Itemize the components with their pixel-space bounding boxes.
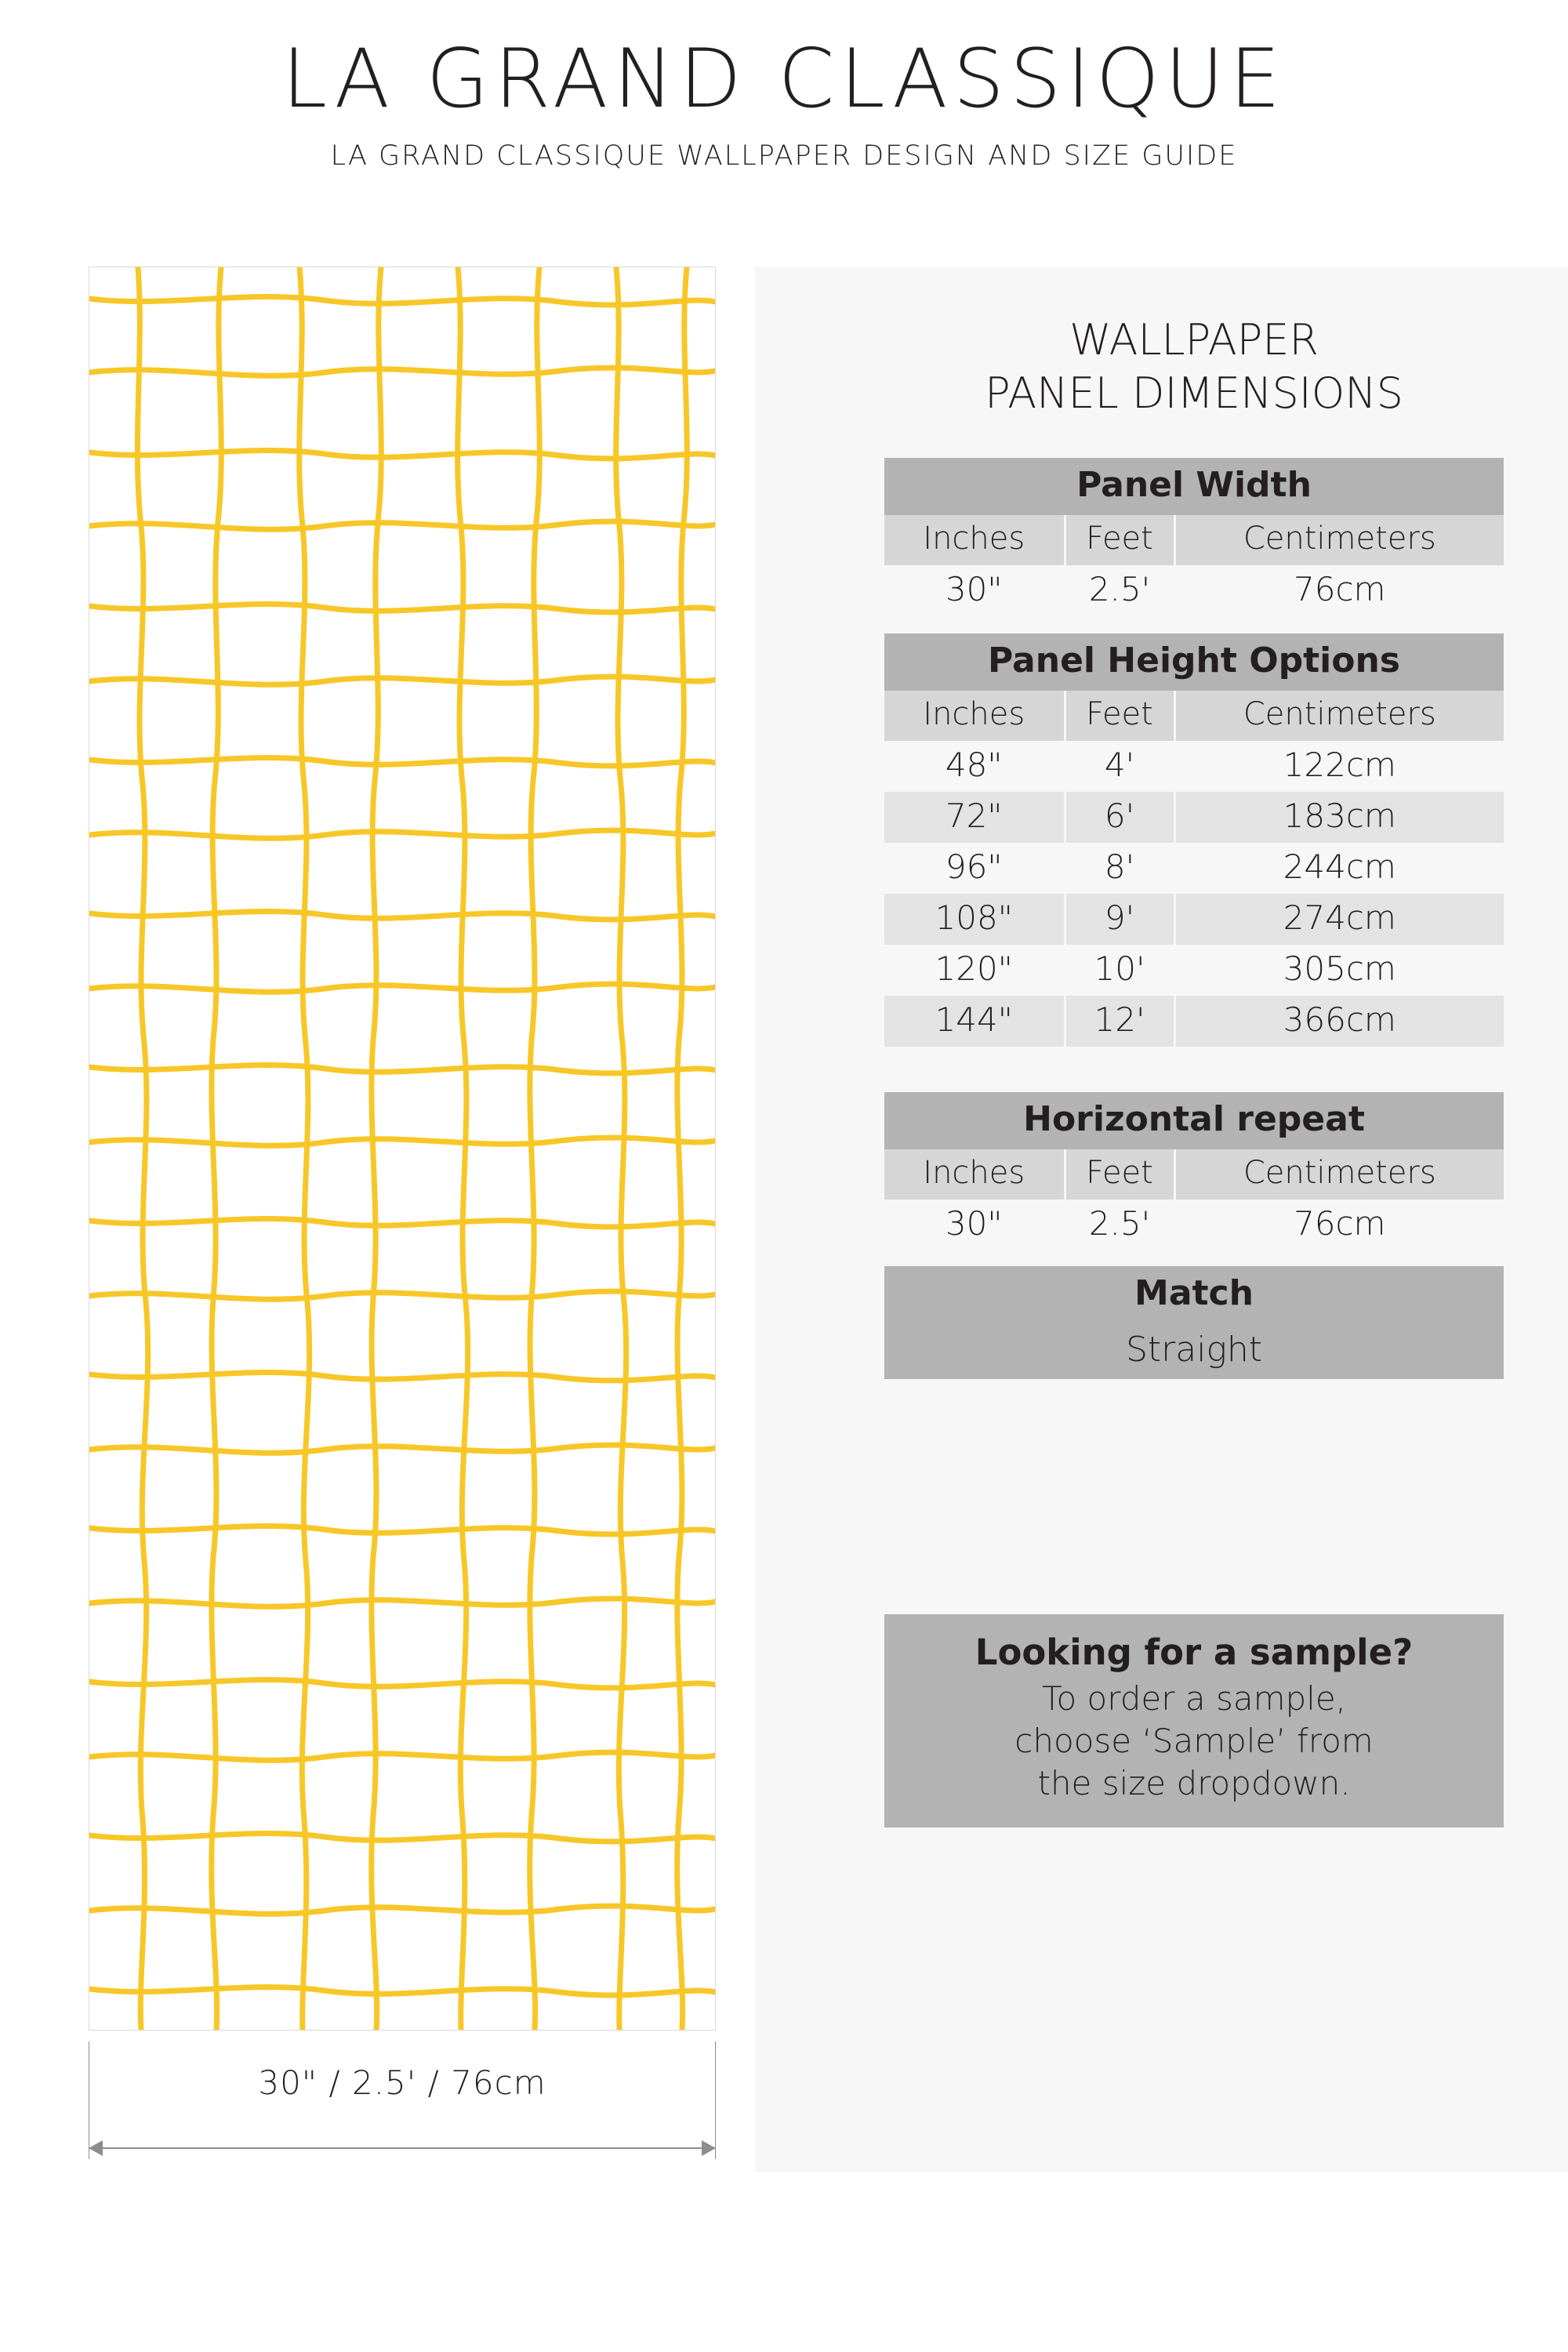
grid-pattern-graphic [89, 267, 715, 2030]
cell-centimeters: 183cm [1174, 792, 1504, 843]
table-column-header-row [884, 1149, 1504, 1200]
cell-centimeters: 305cm [1174, 945, 1504, 996]
column-header-feet: Feet [1065, 515, 1174, 565]
spec-panel [755, 267, 1568, 2172]
sample-callout-line3: the size dropdown. [1037, 1763, 1351, 1802]
sample-callout [884, 1614, 1504, 1828]
page-title: LA GRAND CLASSIQUE [281, 32, 1287, 126]
width-measurement [89, 2034, 716, 2175]
cell-inches: 30" [945, 570, 1003, 609]
table-row [884, 843, 1504, 894]
table-heading-row [884, 1092, 1504, 1149]
panel-spacer [814, 1379, 1568, 1614]
cell-feet: 6' [1065, 792, 1174, 843]
panel-width-table [884, 458, 1504, 616]
cell-inches: 120" [935, 949, 1013, 989]
cell-feet: 2.5' [1065, 1200, 1174, 1250]
cell-centimeters: 76cm [1174, 1200, 1504, 1250]
match-table [884, 1266, 1504, 1379]
table-row [884, 1200, 1504, 1250]
cell-inches: 108" [884, 894, 1065, 945]
match-heading: Match [884, 1266, 1504, 1323]
cell-inches: 144" [884, 996, 1065, 1047]
arrow-left-icon [89, 2140, 103, 2156]
table-column-header-row [884, 515, 1504, 565]
cell-feet: 12' [1065, 996, 1174, 1047]
match-value: Straight [884, 1323, 1504, 1379]
column-header-inches: Inches [884, 515, 1065, 565]
page-subtitle: LA GRAND CLASSIQUE WALLPAPER DESIGN AND SIZE GUIDE [330, 140, 1238, 172]
table-heading-row [884, 633, 1504, 691]
cell-feet: 4' [1065, 741, 1174, 792]
cell-centimeters: 244cm [1174, 843, 1504, 894]
cell-inches: 96" [945, 848, 1003, 887]
cell-inches: 72" [884, 792, 1065, 843]
table-row [884, 741, 1504, 792]
panel-height-table [884, 633, 1504, 1047]
measure-arrow-line [89, 2147, 716, 2149]
panel-title-line1: WALLPAPER [1069, 315, 1319, 365]
panel-height-heading: Panel Height Options [884, 633, 1504, 691]
measure-label: 30" / 2.5' / 76cm [258, 2063, 546, 2102]
cell-centimeters: 76cm [1174, 565, 1504, 616]
cell-feet: 8' [1065, 843, 1174, 894]
sample-callout-line2: choose ‘Sample’ from [1014, 1721, 1374, 1760]
table-row [884, 945, 1504, 996]
table-row [884, 1323, 1504, 1379]
cell-inches: 48" [945, 746, 1003, 785]
panel-width-heading: Panel Width [884, 458, 1504, 515]
horizontal-repeat-heading: Horizontal repeat [884, 1092, 1504, 1149]
horizontal-repeat-table [884, 1092, 1504, 1250]
page-header [0, 0, 1568, 172]
panel-title-line2: PANEL DIMENSIONS [985, 368, 1403, 419]
panel-title [814, 314, 1568, 420]
table-column-header-row [884, 691, 1504, 741]
cell-centimeters: 366cm [1174, 996, 1504, 1047]
column-header-feet: Feet [1065, 1149, 1174, 1200]
main-content [0, 267, 1568, 2242]
cell-feet: 2.5' [1065, 565, 1174, 616]
cell-feet: 9' [1065, 894, 1174, 945]
swatch-section [89, 267, 716, 2175]
table-heading-row [884, 458, 1504, 515]
table-row [884, 996, 1504, 1047]
column-header-centimeters: Centimeters [1174, 515, 1504, 565]
sample-callout-title: Looking for a sample? [975, 1632, 1414, 1674]
cell-inches: 30" [945, 1204, 1003, 1243]
cell-feet: 10' [1065, 945, 1174, 996]
column-header-inches: Inches [884, 691, 1065, 741]
wallpaper-swatch-preview [89, 267, 716, 2031]
column-header-inches: Inches [884, 1149, 1065, 1200]
table-heading-row [884, 1266, 1504, 1323]
column-header-centimeters: Centimeters [1174, 691, 1504, 741]
cell-centimeters: 274cm [1174, 894, 1504, 945]
table-row [884, 792, 1504, 843]
sample-callout-line1: To order a sample, [1041, 1679, 1347, 1719]
cell-centimeters: 122cm [1174, 741, 1504, 792]
table-row [884, 894, 1504, 945]
column-header-centimeters: Centimeters [1174, 1149, 1504, 1200]
table-row [884, 565, 1504, 616]
column-header-feet: Feet [1065, 691, 1174, 741]
arrow-right-icon [702, 2140, 716, 2156]
